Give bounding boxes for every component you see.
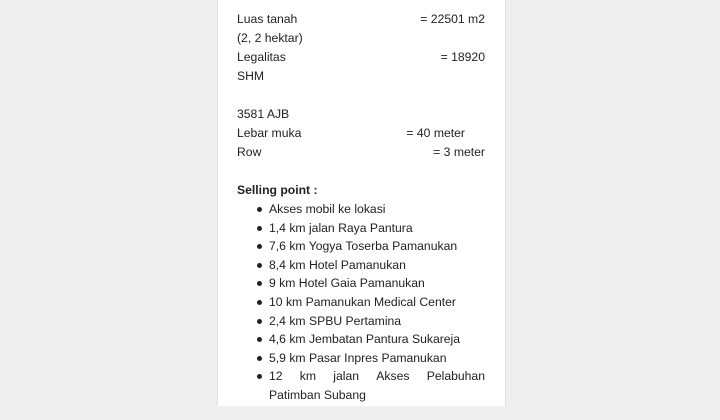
list-word: Pelabuhan	[426, 369, 485, 384]
spacer	[237, 162, 485, 181]
spacer	[237, 86, 485, 105]
row-width-label: Row	[237, 145, 262, 159]
ajb-text: 3581 AJB	[237, 107, 290, 121]
legal-row	[237, 48, 485, 67]
list-item: Akses mobil ke lokasi	[269, 200, 485, 219]
frontage-row	[237, 124, 485, 143]
list-item	[269, 367, 485, 386]
row-width-row	[237, 143, 485, 162]
listing-description	[237, 10, 485, 405]
list-word: 12	[269, 369, 283, 384]
list-item: 9 km Hotel Gaia Pamanukan	[269, 274, 485, 293]
list-item: 5,9 km Pasar Inpres Pamanukan	[269, 349, 485, 368]
list-item: 2,4 km SPBU Pertamina	[269, 312, 485, 331]
list-item: 10 km Pamanukan Medical Center	[269, 293, 485, 312]
frontage-label: Lebar muka	[237, 126, 302, 140]
list-word: Akses	[376, 369, 410, 384]
land-area-note: (2, 2 hektar)	[237, 31, 303, 45]
list-item: 8,4 km Hotel Pamanukan	[269, 256, 485, 275]
land-area-row	[237, 10, 485, 29]
frontage-value: = 40 meter	[406, 126, 465, 140]
list-item: 7,6 km Yogya Toserba Pamanukan	[269, 237, 485, 256]
legal-type: SHM	[237, 69, 265, 83]
list-word: jalan	[333, 369, 360, 384]
legal-label: Legalitas	[237, 50, 286, 64]
row-width-value: = 3 meter	[433, 145, 485, 159]
land-area-value: = 22501 m2	[420, 12, 485, 26]
land-area-label: Luas tanah	[237, 12, 298, 26]
list-item-continuation: Patimban Subang	[269, 387, 366, 402]
legal-value: = 18920	[440, 50, 485, 64]
list-word: km	[299, 369, 317, 384]
listing-description-panel	[217, 0, 506, 406]
list-item: 4,6 km Jembatan Pantura Sukareja	[269, 330, 485, 349]
list-item: 1,4 km jalan Raya Pantura	[269, 219, 485, 238]
selling-point-list	[237, 200, 485, 405]
selling-point-heading: Selling point :	[237, 183, 318, 197]
